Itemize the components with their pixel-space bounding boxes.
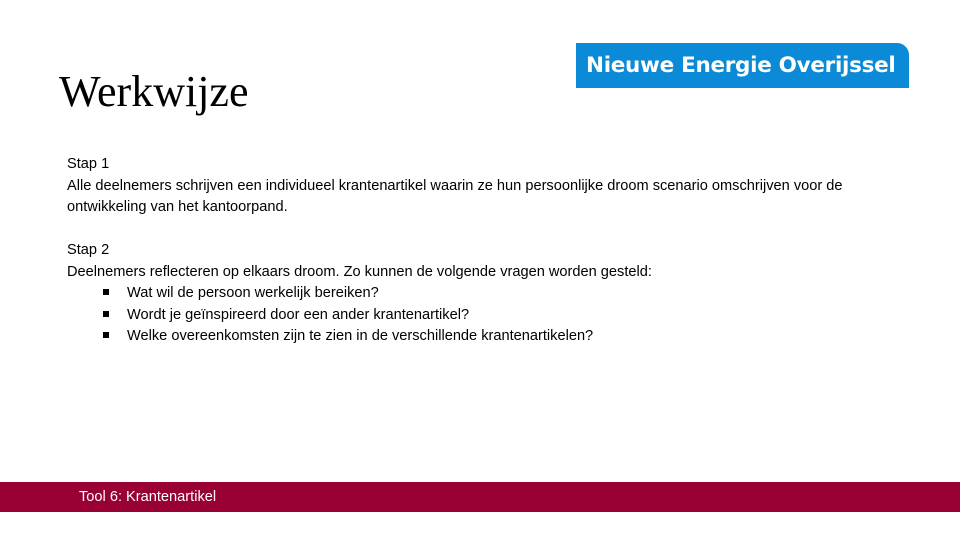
step-2-bullet-list bbox=[67, 283, 887, 348]
list-item bbox=[103, 326, 887, 348]
list-item bbox=[103, 283, 887, 305]
slide-body bbox=[67, 154, 887, 369]
step-1-text: Alle deelnemers schrijven een individueel krantenartikel waarin ze hun persoonlijke droom scenario omschrijven voor de ontwikkeling van het kantoorpand. bbox=[67, 177, 843, 215]
list-item-text: Wat wil de persoon werkelijk bereiken? bbox=[127, 285, 379, 301]
logo-nieuwe-energie-overijssel bbox=[576, 43, 909, 88]
step-2-text: Deelnemers reflecteren op elkaars droom. Zo kunnen de volgende vragen worden gesteld: bbox=[67, 263, 652, 280]
square-bullet-icon bbox=[103, 332, 109, 338]
list-item bbox=[103, 305, 887, 327]
step-1 bbox=[67, 154, 887, 219]
list-item-text: Wordt je geïnspireerd door een ander krantenartikel? bbox=[127, 306, 470, 323]
step-2 bbox=[67, 240, 887, 348]
logo-text: Nieuwe Energie Overijssel bbox=[586, 53, 896, 78]
step-2-heading: Stap 2 bbox=[67, 242, 110, 258]
step-1-heading: Stap 1 bbox=[67, 156, 110, 172]
square-bullet-icon bbox=[103, 289, 109, 295]
square-bullet-icon bbox=[103, 311, 109, 317]
footer-bar bbox=[0, 482, 960, 512]
list-item-text: Welke overeenkomsten zijn te zien in de verschillende krantenartikelen? bbox=[127, 328, 594, 344]
slide-title: Werkwijze bbox=[59, 67, 249, 116]
footer-label: Tool 6: Krantenartikel bbox=[79, 489, 217, 505]
